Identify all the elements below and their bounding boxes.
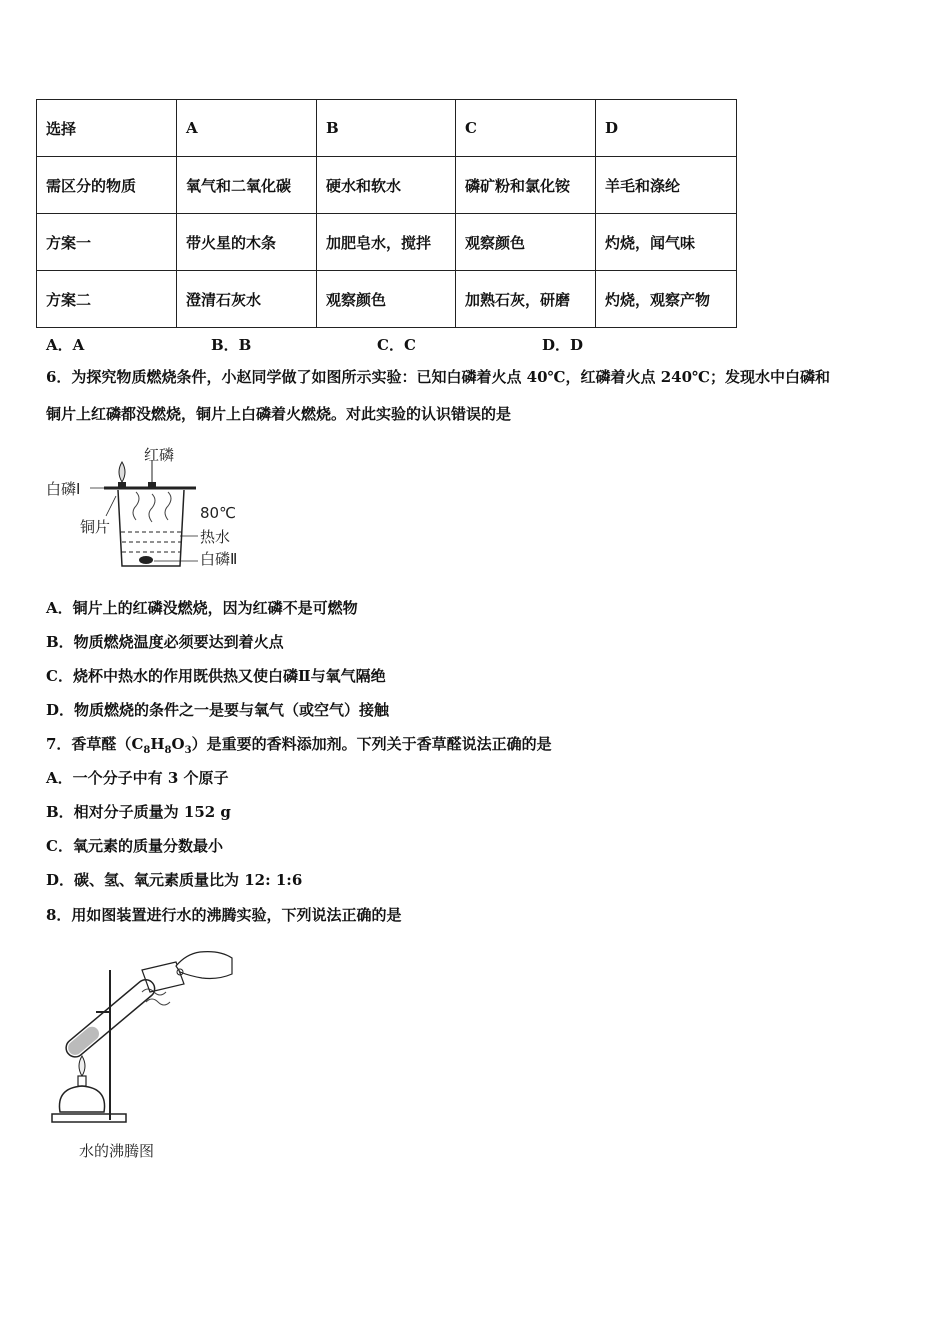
table-cell: 方案一	[37, 214, 177, 271]
q8-figure-caption: 水的沸腾图	[79, 1142, 155, 1160]
q7-option-d: D．碳、氢、氧元素质量比为 12: 1:6	[46, 871, 303, 889]
table-cell: 需区分的物质	[37, 157, 177, 214]
table-cell: 方案二	[37, 271, 177, 328]
table-cell: 羊毛和涤纶	[596, 157, 737, 214]
q7-option-a: A．一个分子中有 3 个原子	[46, 769, 229, 787]
q5-comparison-table	[36, 99, 737, 328]
q7-h: H	[150, 735, 165, 753]
q6-option-c: C．烧杯中热水的作用既供热又使白磷Ⅱ与氧气隔绝	[46, 667, 386, 685]
q8-stem: 8．用如图装置进行水的沸腾实验，下列说法正确的是	[46, 906, 402, 924]
table-row	[37, 214, 737, 271]
q6-option-a: A．铜片上的红磷没燃烧，因为红磷不是可燃物	[46, 599, 358, 617]
q7-sub-o: 3	[184, 745, 192, 756]
boiling-apparatus-diagram	[46, 940, 246, 1140]
table-cell: 加肥皂水，搅拌	[317, 214, 456, 271]
option-c: C．C	[377, 336, 416, 354]
table-cell: 带火星的木条	[177, 214, 317, 271]
table-cell: 加熟石灰，研磨	[456, 271, 596, 328]
q8-boiling-figure	[46, 940, 246, 1160]
label-red-phosphorus: 红磷	[144, 446, 175, 464]
table-row	[37, 100, 737, 157]
table-cell: B	[317, 100, 456, 157]
q7-o: O	[171, 735, 185, 753]
table-cell: D	[596, 100, 737, 157]
table-cell: 硬水和软水	[317, 157, 456, 214]
label-white-phosphorus-2: 白磷Ⅱ	[200, 550, 238, 568]
label-white-phosphorus-1: 白磷Ⅰ	[46, 480, 81, 498]
q7-sub-c: 8	[143, 745, 151, 756]
table-cell: 观察颜色	[456, 214, 596, 271]
q6-option-d: D．物质燃烧的条件之一是要与氧气（或空气）接触	[46, 701, 390, 719]
label-hot-water: 热水	[200, 528, 231, 546]
q6-option-b: B．物质燃烧温度必须要达到着火点	[46, 633, 284, 651]
option-d: D．D	[542, 336, 584, 354]
table-cell: C	[456, 100, 596, 157]
q7-stem-pre: 7．香草醛（C	[46, 735, 144, 753]
q7-sub-h: 8	[164, 745, 172, 756]
table-cell: A	[177, 100, 317, 157]
q7-option-c: C．氧元素的质量分数最小	[46, 837, 223, 855]
q6-stem-line1: 6．为探究物质燃烧条件，小赵同学做了如图所示实验：已知白磷着火点 40℃，红磷着火点 240℃；发现水中白磷和	[46, 368, 831, 386]
q7-stem-post: ）是重要的香料添加剂。下列关于香草醛说法正确的是	[191, 735, 552, 753]
table-cell: 灼烧，观察产物	[596, 271, 737, 328]
table-row	[37, 157, 737, 214]
q6-combustion-figure	[46, 440, 266, 580]
table-cell: 澄清石灰水	[177, 271, 317, 328]
q6-stem-line2: 铜片上红磷都没燃烧，铜片上白磷着火燃烧。对此实验的认识错误的是	[46, 405, 512, 423]
label-temperature: 80℃	[200, 504, 236, 522]
q7-stem	[46, 734, 552, 761]
option-a: A．A	[46, 336, 85, 354]
table-cell: 灼烧，闻气味	[596, 214, 737, 271]
q7-option-b: B．相对分子质量为 152 g	[46, 803, 231, 821]
table-cell: 氧气和二氧化碳	[177, 157, 317, 214]
table-cell: 观察颜色	[317, 271, 456, 328]
table-cell: 选择	[37, 100, 177, 157]
table-row	[37, 271, 737, 328]
option-b: B．B	[211, 336, 252, 354]
label-copper-plate: 铜片	[80, 518, 111, 536]
table-cell: 磷矿粉和氯化铵	[456, 157, 596, 214]
